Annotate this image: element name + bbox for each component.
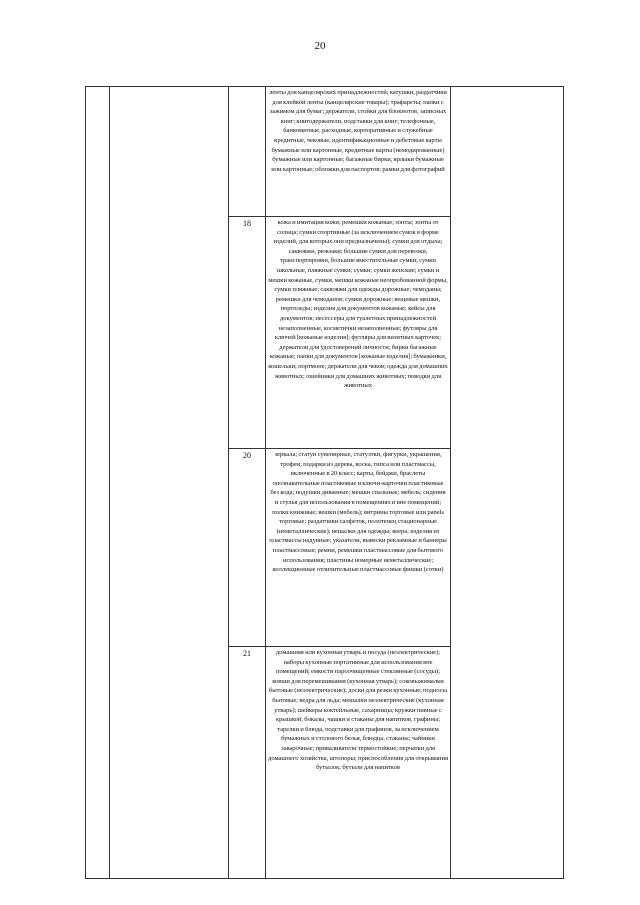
goods-description-cell: кожа и имитация кожи; ремешки кожаные; зонты; зонты от солнца; сумки спортивные (за исключением сумок в форме изделий, для которых они предназначены); сумки для отдыха; саквояжи, рюкзаки; большие сумки для перевозки, транспортировки, большие вместительные сумки; сумки школьные, пляжные сумки; сумки; сумки женские; сумки и мешки кожаные, сумки, мешки кожаные неопробованной формы, сумки пляжные; саквояжи для одежды дорожные; чемоданы; ремешки для чемоданов; сумки дорожные; вещевые мешки, портпледы; изделия для документов кожаные; кейсы для документов; несессеры для туалетных принадлежностей незаполненные, косметички незаполненные; футляры для ключей [кожаные изделия]; футляры для визитных карточек; держатели для удостоверений личности; бирки багажные кожаные; папки для документов [кожаные изделия]; бумажники, кошельки; портмоне; держатели для чеков; одежда для домашних животных; ошейники для домашних животных; поводки для животных — [266, 217, 451, 449]
page-number: 20 — [314, 40, 326, 52]
goods-description-cell: ленты для канцелярских принадлежностей; катушки, раздатчики для клейкой ленты (канцелярские товары); трафареты; папки с зажимом для бумаг; держатели, стойки для блокнотов, записных книг; книгодержатели, подставки для книг; телефонные, банкоматные, расходные, корпоративные и служебные кредитные, чековые, идентификационные и дебетовые карты бумажные или картонные, кредитные карты (немодированные) бумажные или картонные; багажные бирки, ярлыки бумажные или картонные; обложки для паспортов; рамки для фотографий — [266, 87, 451, 217]
blank-cell — [86, 87, 110, 879]
table-row — [86, 87, 564, 217]
goods-description-cell: зеркала; статуи сувенирные, статуэтки, фигурки, украшения, трофеи, подарки из дерева, воска, гипса или пластмассы, включенные в 20 класс; карты, бейджи, браслеты опознавательные пластиковые и ключи-карточки пластиковые без кода; подушки диванные; мешки спальные; мебель; сидения и стулья для использования в помещениях и вне помещений; полки книжные; вешки (мебель); витрины торговые или panels торговые; раздатчики салфеток, полотенец стационарные (неметаллические); вешалки для одежды; веера; изделия из пластмассы надувные; указатели, вывески рекламные и баннеры пластмассовые; ремни, ремешки пластмассовые для бытового использования; пластины номерные неметаллические; коллекционные отличительные пластмассовые фишки (сотки) — [266, 449, 451, 647]
class-number-cell: 18 — [229, 217, 266, 449]
class-number-cell: 20 — [229, 449, 266, 647]
goods-classification-table — [85, 86, 564, 879]
goods-description-cell: домашняя или кухонная утварь и посуда (неэлектрические); наборы кухонные портативные для использования вне помещений; емкости пароочищенные стеклянные (сосуды); ковши для перемешивания (кухонная утварь); соковыжималки бытовые (неэлектрические); доски для резки кухонные; подносы бытовые; ведра для льда; мешалки неэлектрические (кухонная утварь); шейкеры коктейльные, сахарницы; кружки пивные с крышкой, бокалы, чашки и стаканы для напитков, графины; тарелки и блюда, подставки для графинов, за исключением бумажных и столового белья, блюдца, стаканы; чайники заварочные; приваливатели термостойкие; перчатки для домашнего хозяйства, штопоры; приспособления для открывания бутылок; бутыли для напитков — [266, 647, 451, 879]
blank-cell — [110, 87, 229, 879]
blank-cell — [451, 87, 564, 879]
class-number-cell — [229, 87, 266, 217]
class-number-cell: 21 — [229, 647, 266, 879]
